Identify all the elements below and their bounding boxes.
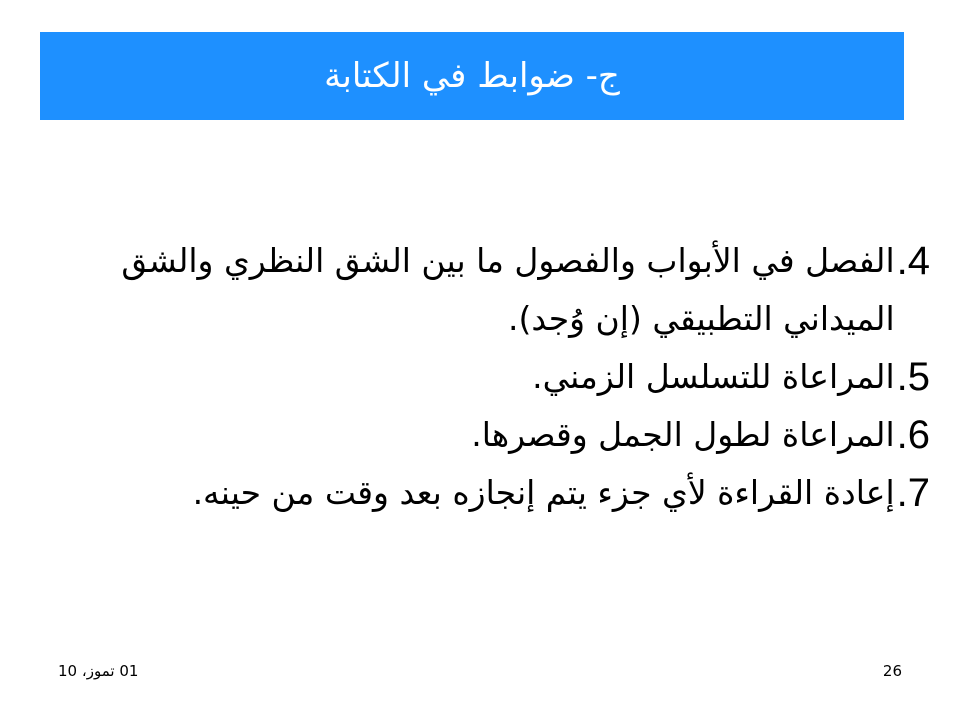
- list-item-number: 5.: [896, 355, 930, 399]
- list-item-number: 4.: [896, 239, 930, 283]
- list-item-text: الفصل في الأبواب والفصول ما بين الشق النظري والشق الميداني التطبيقي (إن وُجد).: [121, 241, 895, 338]
- page-number: 26: [882, 662, 902, 680]
- list-item-number: 7.: [896, 471, 930, 515]
- list-item: [30, 232, 930, 348]
- list-item: [30, 406, 930, 464]
- list-item-text: إعادة القراءة لأي جزء يتم إنجازه بعد وقت من حينه.: [192, 473, 895, 512]
- list-item-number: 6.: [896, 413, 930, 457]
- footer-date: 01 تموز، 10: [58, 662, 139, 680]
- list-item-text: المراعاة لطول الجمل وقصرها.: [471, 415, 895, 454]
- list-item: [30, 464, 930, 522]
- list-item: [30, 348, 930, 406]
- list-item-text: المراعاة للتسلسل الزمني.: [532, 357, 895, 396]
- numbered-list: [30, 232, 930, 522]
- slide-title: ج- ضوابط في الكتابة: [324, 56, 620, 96]
- slide-title-bar: [40, 32, 904, 120]
